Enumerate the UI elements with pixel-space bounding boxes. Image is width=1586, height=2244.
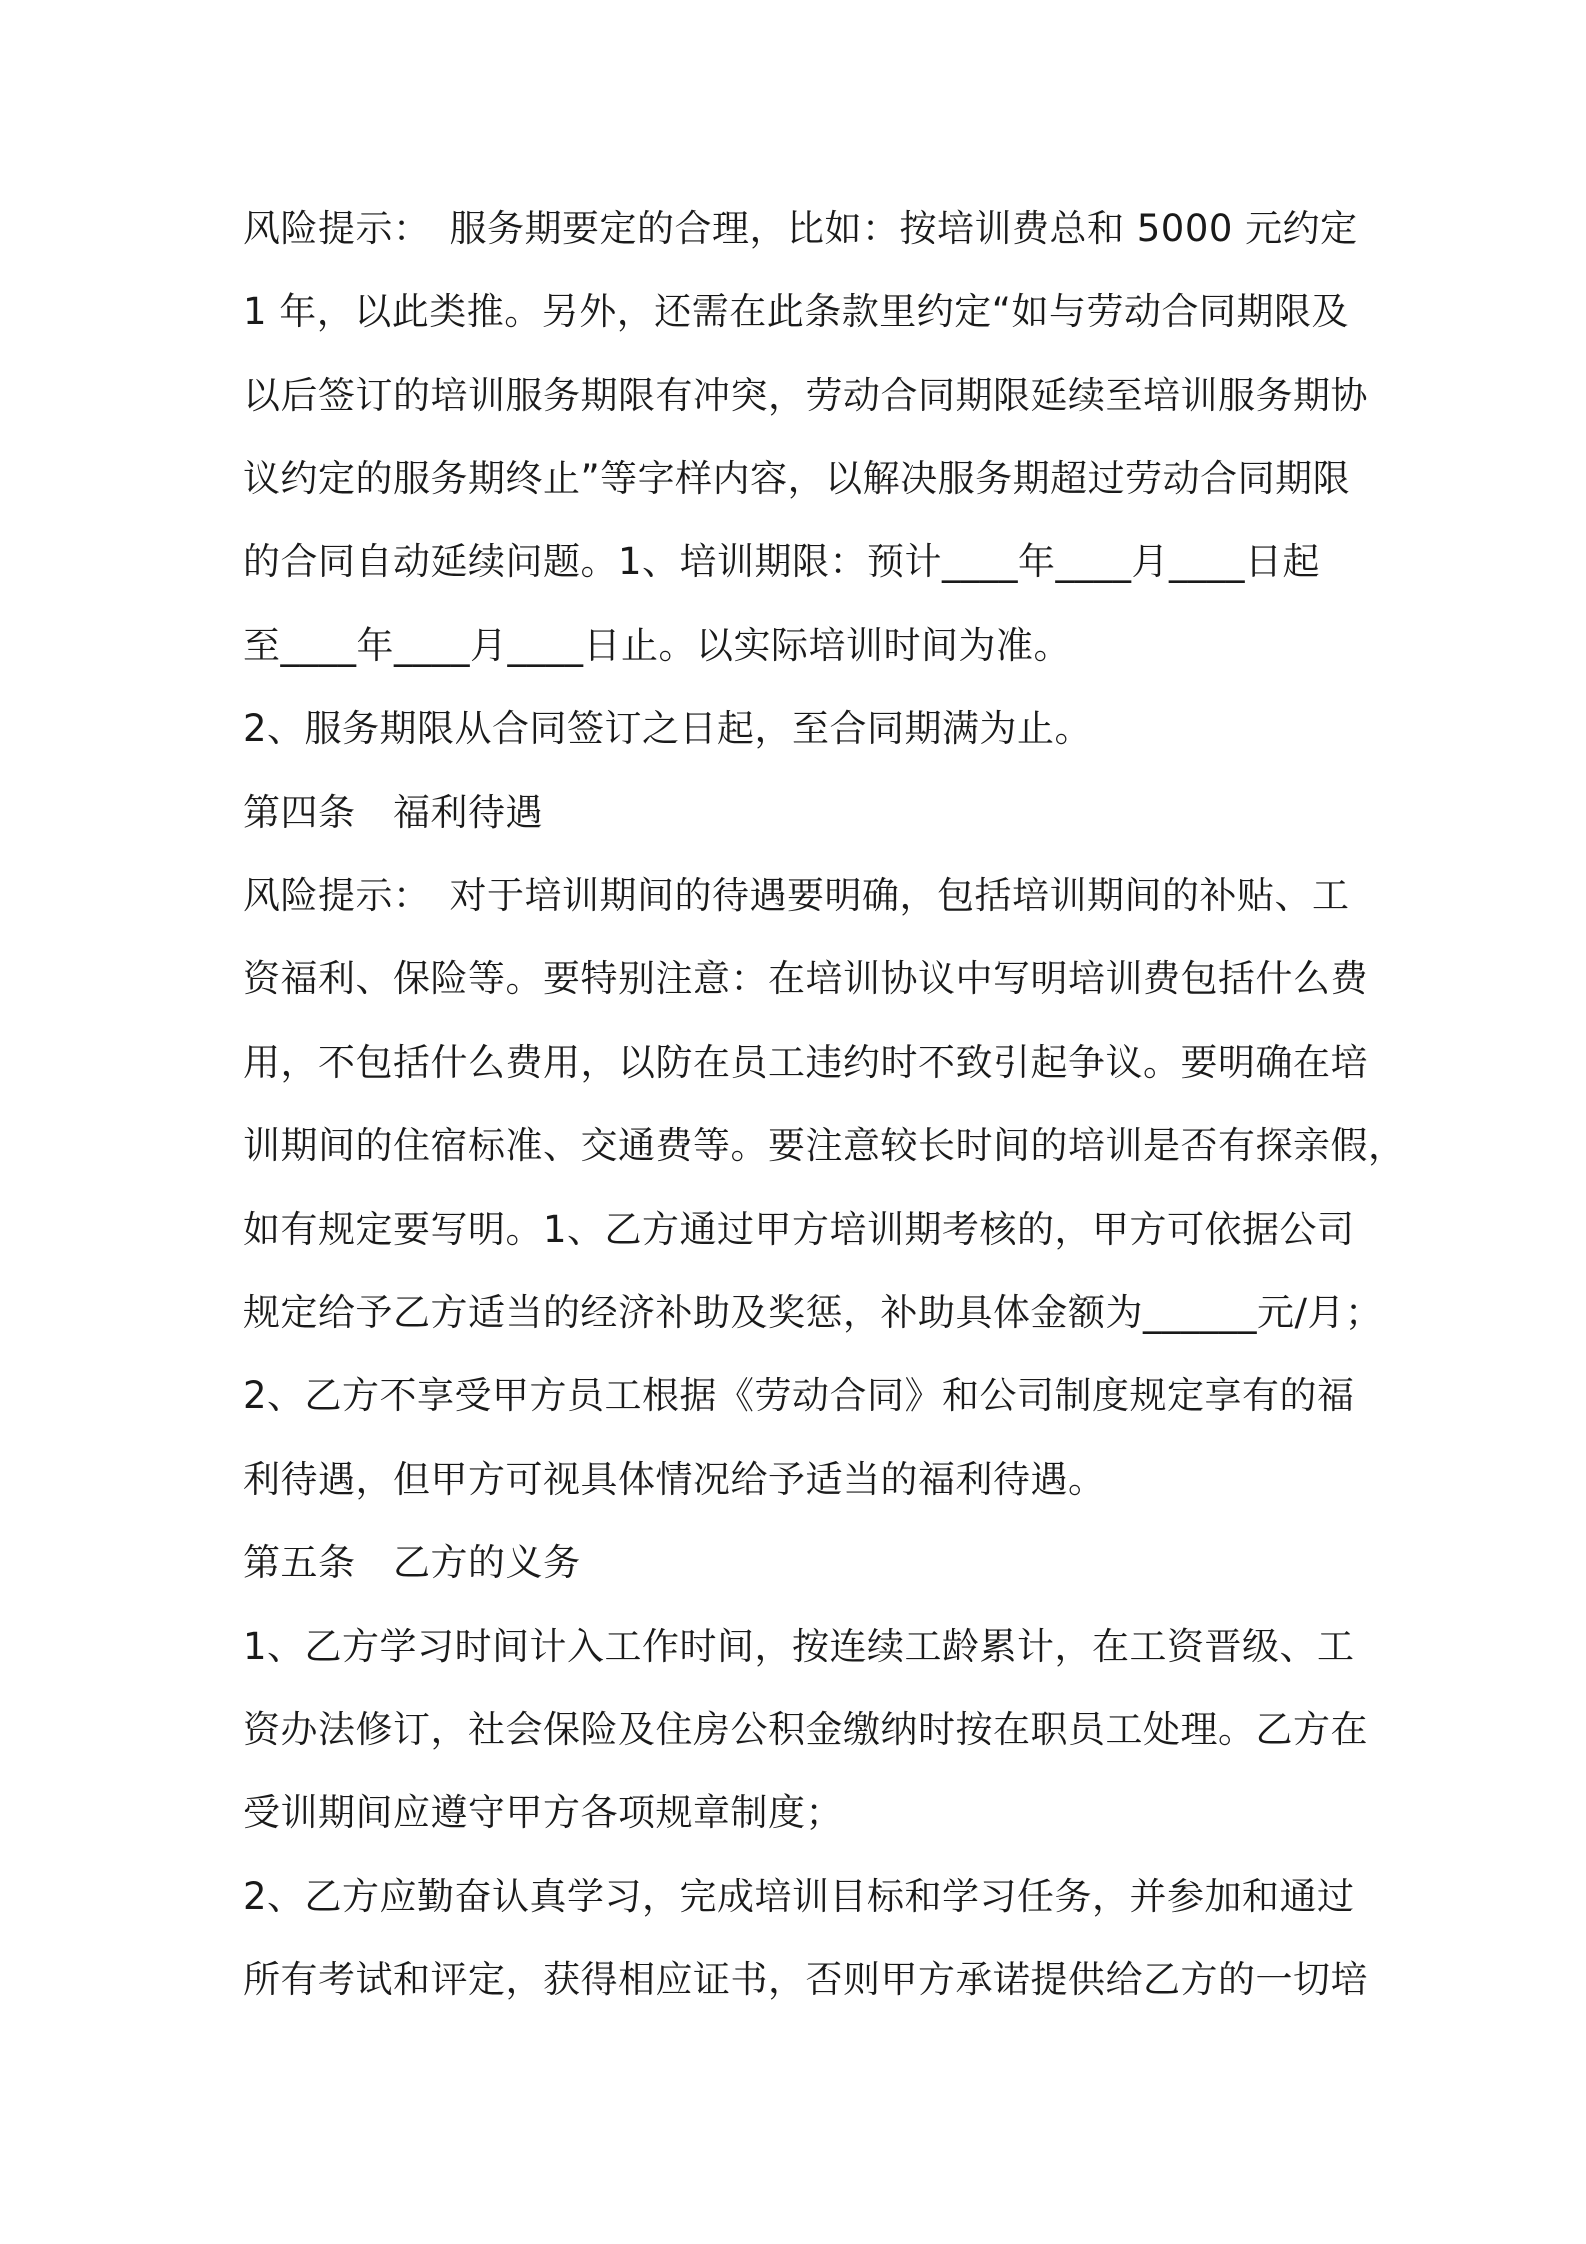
text-line: 的合同自动延续问题。1、培训期限：预计____年____月____日起 — [243, 540, 1321, 583]
text-line: 以后签订的培训服务期限有冲突，劳动合同期限延续至培训服务期协 — [243, 374, 1368, 417]
section-heading: 第四条 福利待遇 — [243, 791, 543, 834]
text-line: 利待遇，但甲方可视具体情况给予适当的福利待遇。 — [243, 1458, 1106, 1501]
text-line: 资办法修订，社会保险及住房公积金缴纳时按在职员工处理。乙方在 — [243, 1708, 1368, 1751]
text-line: 2、乙方不享受甲方员工根据《劳动合同》和公司制度规定享有的福 — [243, 1374, 1355, 1417]
text-line: 1 年，以此类推。另外，还需在此条款里约定“如与劳动合同期限及 — [243, 290, 1349, 333]
text-line: 资福利、保险等。要特别注意：在培训协议中写明培训费包括什么费 — [243, 957, 1368, 1000]
section-heading: 第五条 乙方的义务 — [243, 1541, 581, 1584]
text-line: 如有规定要写明。1、乙方通过甲方培训期考核的，甲方可依据公司 — [243, 1208, 1355, 1251]
text-line: 议约定的服务期终止”等字样内容，以解决服务期超过劳动合同期限 — [243, 457, 1351, 500]
text-line: 2、服务期限从合同签订之日起，至合同期满为止。 — [243, 707, 1093, 750]
text-line: 至____年____月____日止。以实际培训时间为准。 — [243, 624, 1071, 667]
text-line: 风险提示： 对于培训期间的待遇要明确，包括培训期间的补贴、工 — [243, 874, 1350, 917]
text-line: 规定给予乙方适当的经济补助及奖惩，补助具体金额为______元/月； — [243, 1291, 1383, 1334]
text-line: 受训期间应遵守甲方各项规章制度； — [243, 1791, 843, 1834]
text-line: 所有考试和评定，获得相应证书，否则甲方承诺提供给乙方的一切培 — [243, 1958, 1368, 2001]
text-line: 用，不包括什么费用，以防在员工违约时不致引起争议。要明确在培 — [243, 1041, 1368, 1084]
text-line: 训期间的住宿标准、交通费等。要注意较长时间的培训是否有探亲假， — [243, 1124, 1406, 1167]
text-line: 2、乙方应勤奋认真学习，完成培训目标和学习任务，并参加和通过 — [243, 1875, 1355, 1918]
text-line: 风险提示： 服务期要定的合理，比如：按培训费总和 5000 元约定 — [243, 207, 1358, 250]
text-line: 1、乙方学习时间计入工作时间，按连续工龄累计，在工资晋级、工 — [243, 1625, 1355, 1668]
